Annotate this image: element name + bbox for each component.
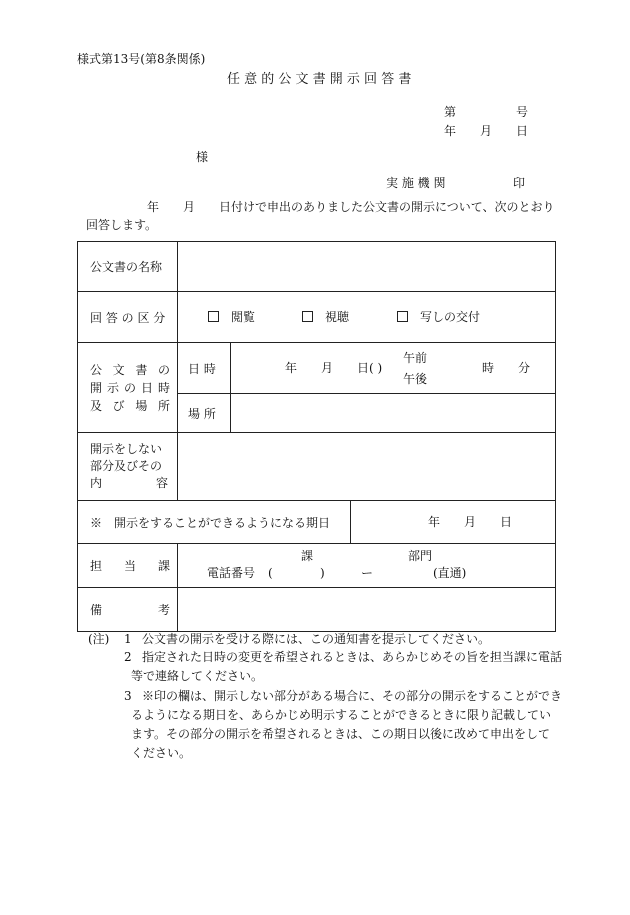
datetime-year: 年 (285, 361, 298, 375)
intro-line-2: 回答します。 (86, 218, 158, 232)
row-disclosure-period (78, 501, 556, 544)
note-3-line-1: ※印の欄は、開示しない部分がある場合に、その部分の開示をすることができ (142, 689, 563, 703)
label-department-chars (90, 557, 170, 574)
note-3-number: 3 (124, 689, 132, 703)
label-undisclosed-line-1: 開示をしない (90, 442, 163, 456)
agency-name: 実 施 機 関 (386, 176, 446, 190)
doc-no-go: 号 (516, 105, 529, 119)
datetime-hour: 時 (482, 361, 495, 375)
label-undisclosed-line-3-start: 内 (90, 476, 103, 490)
label-cell-department (78, 544, 178, 588)
label-cell-datetime (178, 343, 231, 394)
label-undisclosed-line-3 (90, 475, 168, 492)
value-datetime[interactable] (231, 343, 556, 394)
dept-tel-paren-close: ) (320, 566, 325, 580)
intro-line-1: 日付けで申出のありました公文書の開示について、次のとおり (219, 200, 555, 214)
label-cell-place (178, 394, 231, 433)
intro-month: 月 (183, 200, 196, 214)
dept-bumon: 部門 (408, 549, 433, 563)
datetime-month: 月 (321, 361, 334, 375)
label-schedule-line-3: 及 び 場 所 (90, 398, 170, 413)
checkbox-icon[interactable] (208, 311, 219, 322)
document-title: 任 意 的 公 文 書 開 示 回 答 書 (227, 72, 412, 87)
label-department-char-1: 担 (90, 559, 103, 573)
datetime-pm: 午後 (403, 372, 428, 386)
note-1-number: 1 (124, 632, 132, 646)
label-remarks-char-1: 備 (90, 603, 103, 617)
label-undisclosed-line-2: 部分及びその (90, 459, 163, 473)
checkbox-icon[interactable] (302, 311, 313, 322)
dept-tel-paren-open: ( (268, 566, 273, 580)
period-day: 日 (500, 515, 513, 529)
label-department-char-3: 課 (157, 559, 170, 573)
label-answer-type: 回 答 の 区 分 (90, 310, 166, 325)
value-remarks[interactable] (178, 588, 556, 632)
note-2-line-2: 等で連絡してください。 (131, 669, 264, 683)
note-3-line-4: ください。 (131, 746, 192, 760)
label-cell-period (78, 501, 351, 544)
notes-prefix: (注) (88, 632, 110, 646)
addressee-suffix: 様 (196, 150, 209, 164)
value-undisclosed[interactable] (178, 433, 556, 501)
value-place[interactable] (231, 394, 556, 433)
note-1-line-1: 公文書の開示を受ける際には、この通知書を提示してください。 (142, 632, 491, 646)
row-answer-type (78, 292, 556, 343)
row-remarks (78, 588, 556, 632)
option-view-label: 閲覧 (231, 310, 256, 324)
doc-date-day: 日 (516, 124, 529, 138)
value-department[interactable] (178, 544, 556, 588)
label-remarks (78, 601, 177, 618)
checkbox-icon[interactable] (397, 311, 408, 322)
label-schedule-line-1: 公 文 書 の (90, 362, 170, 377)
dept-direct: (直通) (433, 566, 467, 580)
value-answer-type (178, 292, 556, 343)
label-cell-document-name (78, 242, 178, 292)
label-remarks-chars (90, 601, 170, 618)
row-document-name (78, 242, 556, 292)
dept-tel-dash: ー (361, 566, 374, 580)
note-3-line-3: ます。その部分の開示を希望されるときは、この期日以後に改めて申出をして (131, 727, 551, 741)
option-view[interactable] (208, 311, 255, 323)
label-undisclosed (78, 441, 177, 492)
form-number: 様式第13号(第8条関係) (77, 52, 206, 66)
option-copy[interactable] (397, 311, 480, 323)
label-remarks-char-2: 考 (157, 603, 170, 617)
option-watch[interactable] (302, 311, 349, 323)
label-cell-answer-type (78, 292, 178, 343)
datetime-minute: 分 (518, 361, 531, 375)
label-department (78, 557, 177, 574)
label-datetime: 日 時 (188, 361, 216, 376)
note-3-line-2: るようになる期日を、あらかじめ明示することができるときに限り記載してい (131, 708, 552, 722)
note-2-number: 2 (124, 650, 132, 664)
label-department-char-2: 当 (123, 559, 136, 573)
intro-year: 年 (147, 200, 160, 214)
label-cell-remarks (78, 588, 178, 632)
value-period[interactable] (351, 501, 556, 544)
period-year: 年 (428, 515, 441, 529)
label-document-name: 公文書の名称 (90, 260, 163, 274)
dept-ka: 課 (301, 549, 314, 563)
label-schedule (78, 361, 177, 415)
doc-date-year: 年 (444, 124, 457, 138)
label-place: 場 所 (188, 406, 216, 421)
label-schedule-line-2: 開 示 の 日 時 (90, 380, 170, 395)
response-form-table (77, 241, 556, 632)
label-period: ※ 開示をすることができるようになる期日 (90, 515, 331, 530)
row-department (78, 544, 556, 588)
option-copy-label: 写しの交付 (420, 310, 481, 324)
value-document-name[interactable] (178, 242, 556, 292)
dept-tel-label: 電話番号 (207, 566, 256, 580)
option-watch-label: 視聴 (325, 310, 350, 324)
label-cell-undisclosed (78, 433, 178, 501)
seal-mark: 印 (513, 176, 526, 190)
doc-date-month: 月 (480, 124, 493, 138)
label-cell-schedule (78, 343, 178, 433)
label-undisclosed-line-3-end: 容 (155, 476, 168, 490)
doc-no-dai: 第 (444, 105, 457, 119)
row-undisclosed (78, 433, 556, 501)
datetime-day-weekday: 日( ) (357, 361, 383, 375)
note-2-line-1: 指定された日時の変更を希望されるときは、あらかじめその旨を担当課に電話 (142, 650, 563, 664)
row-schedule-datetime (78, 343, 556, 394)
period-month: 月 (464, 515, 477, 529)
datetime-am: 午前 (403, 351, 428, 365)
